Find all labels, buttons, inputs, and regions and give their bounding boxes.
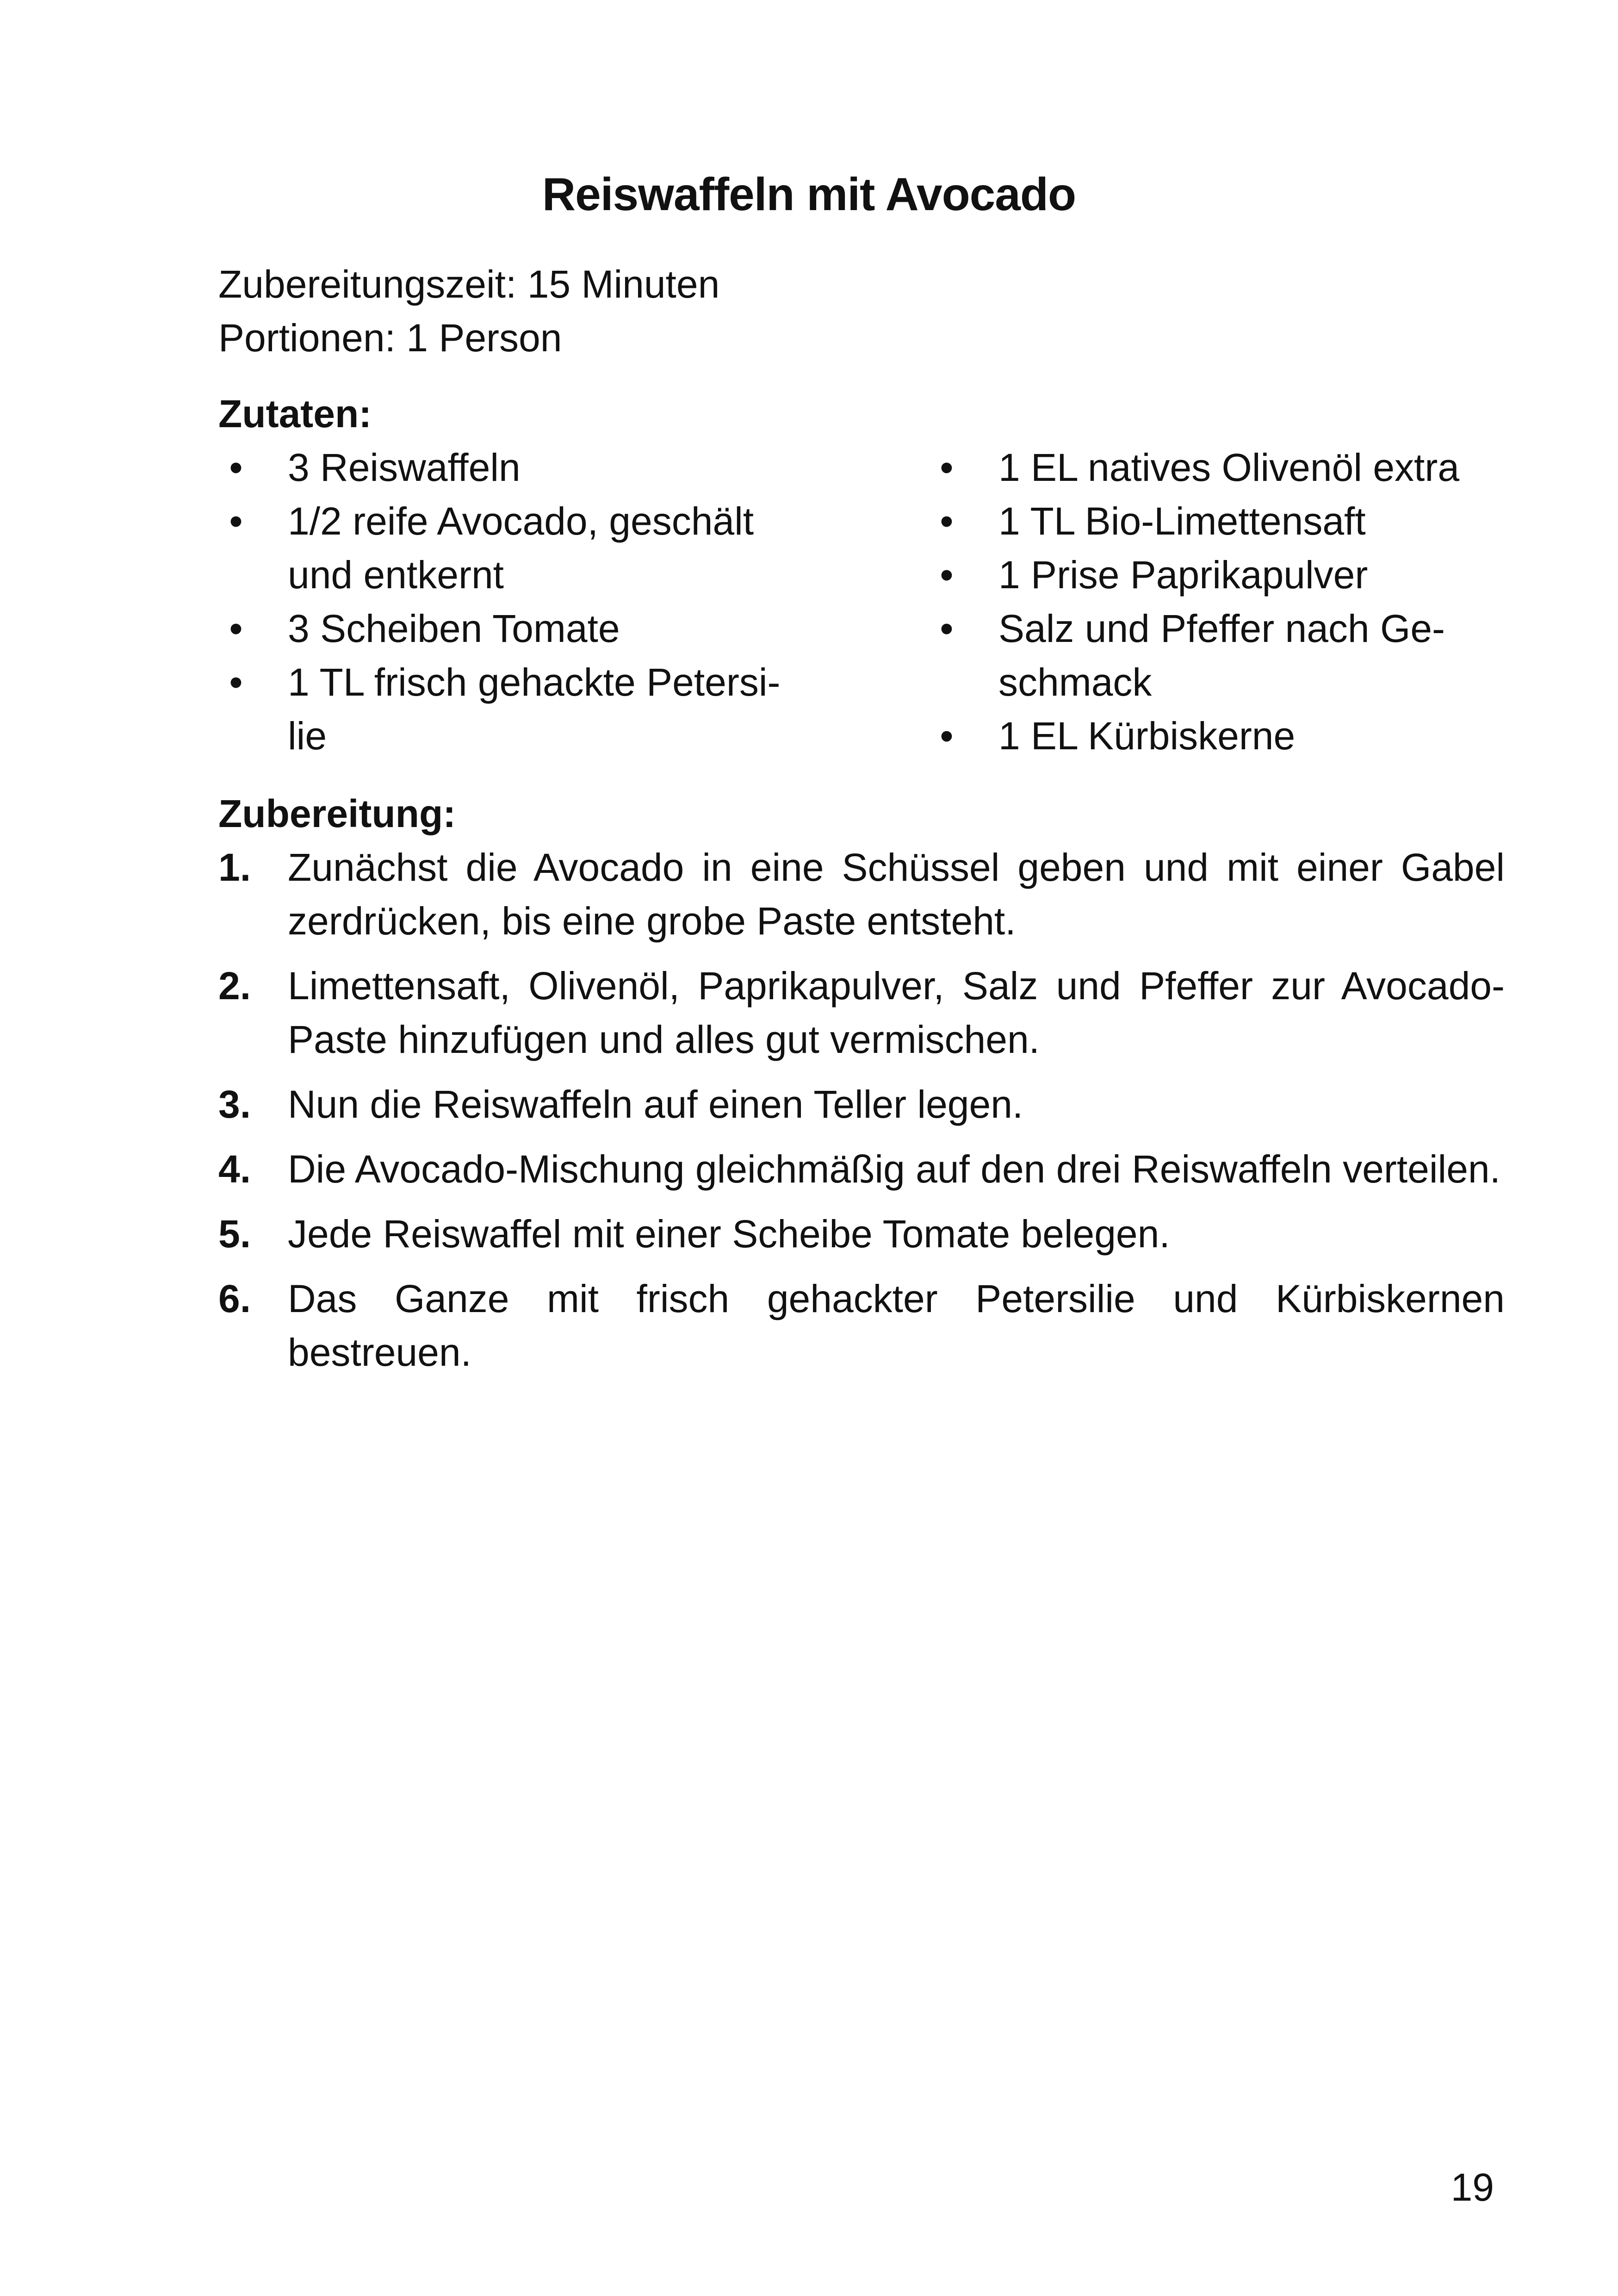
ingredient-item bbox=[929, 602, 1540, 709]
ingredient-text: 1 TL frisch gehackte Petersi-lie bbox=[288, 660, 781, 758]
ingredient-item bbox=[929, 494, 1540, 548]
ingredient-item bbox=[218, 494, 801, 602]
ingredient-text: 3 Reiswaffeln bbox=[288, 446, 521, 489]
ingredient-text: 1/2 reife Avocado, geschält und entkernt bbox=[288, 499, 754, 597]
recipe-title: Reiswaffeln mit Avocado bbox=[542, 168, 1076, 220]
step-number: 6. bbox=[218, 1277, 251, 1320]
bullet-icon: • bbox=[940, 714, 954, 758]
step-item bbox=[218, 1207, 1505, 1261]
bullet-icon: • bbox=[940, 499, 954, 543]
ingredient-text: 1 EL natives Olivenöl extra bbox=[998, 446, 1460, 489]
step-number: 3. bbox=[218, 1083, 251, 1126]
ingredient-text: Salz und Pfeffer nach Ge-schmack bbox=[998, 607, 1445, 704]
prep-time: Zubereitungszeit: 15 Minuten bbox=[218, 262, 720, 306]
bullet-icon: • bbox=[229, 446, 243, 489]
step-item bbox=[218, 959, 1505, 1066]
step-number: 5. bbox=[218, 1212, 251, 1256]
page-number: 19 bbox=[1451, 2165, 1494, 2209]
step-number: 1. bbox=[218, 846, 251, 889]
bullet-icon: • bbox=[940, 607, 954, 650]
step-text: Das Ganze mit frisch gehackter Petersilie und Kürbiskernen bestreuen. bbox=[288, 1277, 1505, 1374]
step-number: 4. bbox=[218, 1147, 251, 1191]
step-text: Limettensaft, Olivenöl, Paprikapulver, Salz und Pfeffer zur Avocado-Paste hinzufügen und alles gut vermischen. bbox=[288, 964, 1505, 1061]
ingredient-item bbox=[218, 441, 801, 494]
bullet-icon: • bbox=[940, 446, 954, 489]
step-text: Jede Reiswaffel mit einer Scheibe Tomate belegen. bbox=[288, 1212, 1170, 1256]
recipe-meta bbox=[218, 257, 719, 365]
ingredient-item bbox=[218, 602, 801, 655]
bullet-icon: • bbox=[229, 499, 243, 543]
ingredients-list-right bbox=[929, 441, 1540, 763]
ingredient-text: 1 TL Bio-Limettensaft bbox=[998, 499, 1366, 543]
ingredients-list-left bbox=[218, 441, 801, 763]
preparation-heading: Zubereitung: bbox=[218, 792, 456, 835]
ingredient-item bbox=[929, 441, 1540, 494]
preparation-steps bbox=[218, 840, 1505, 1390]
portions: Portionen: 1 Person bbox=[218, 316, 562, 360]
ingredient-text: 1 EL Kürbiskerne bbox=[998, 714, 1296, 758]
ingredient-text: 1 Prise Paprikapulver bbox=[998, 553, 1368, 597]
bullet-icon: • bbox=[940, 553, 954, 597]
step-item bbox=[218, 840, 1505, 948]
ingredient-text: 3 Scheiben Tomate bbox=[288, 607, 620, 650]
step-item bbox=[218, 1272, 1505, 1379]
step-text: Zunächst die Avocado in eine Schüssel geben und mit einer Gabel zerdrücken, bis eine grobe Paste entsteht. bbox=[288, 846, 1505, 943]
ingredient-item bbox=[218, 655, 801, 763]
bullet-icon: • bbox=[229, 660, 243, 704]
step-text: Die Avocado-Mischung gleichmäßig auf den drei Reiswaffeln verteilen. bbox=[288, 1147, 1500, 1191]
ingredient-item bbox=[929, 548, 1540, 602]
step-number: 2. bbox=[218, 964, 251, 1008]
step-item bbox=[218, 1142, 1505, 1196]
ingredients-heading: Zutaten: bbox=[218, 392, 372, 436]
bullet-icon: • bbox=[229, 607, 243, 650]
step-text: Nun die Reiswaffeln auf einen Teller legen. bbox=[288, 1083, 1023, 1126]
step-item bbox=[218, 1077, 1505, 1131]
ingredient-item bbox=[929, 709, 1540, 763]
